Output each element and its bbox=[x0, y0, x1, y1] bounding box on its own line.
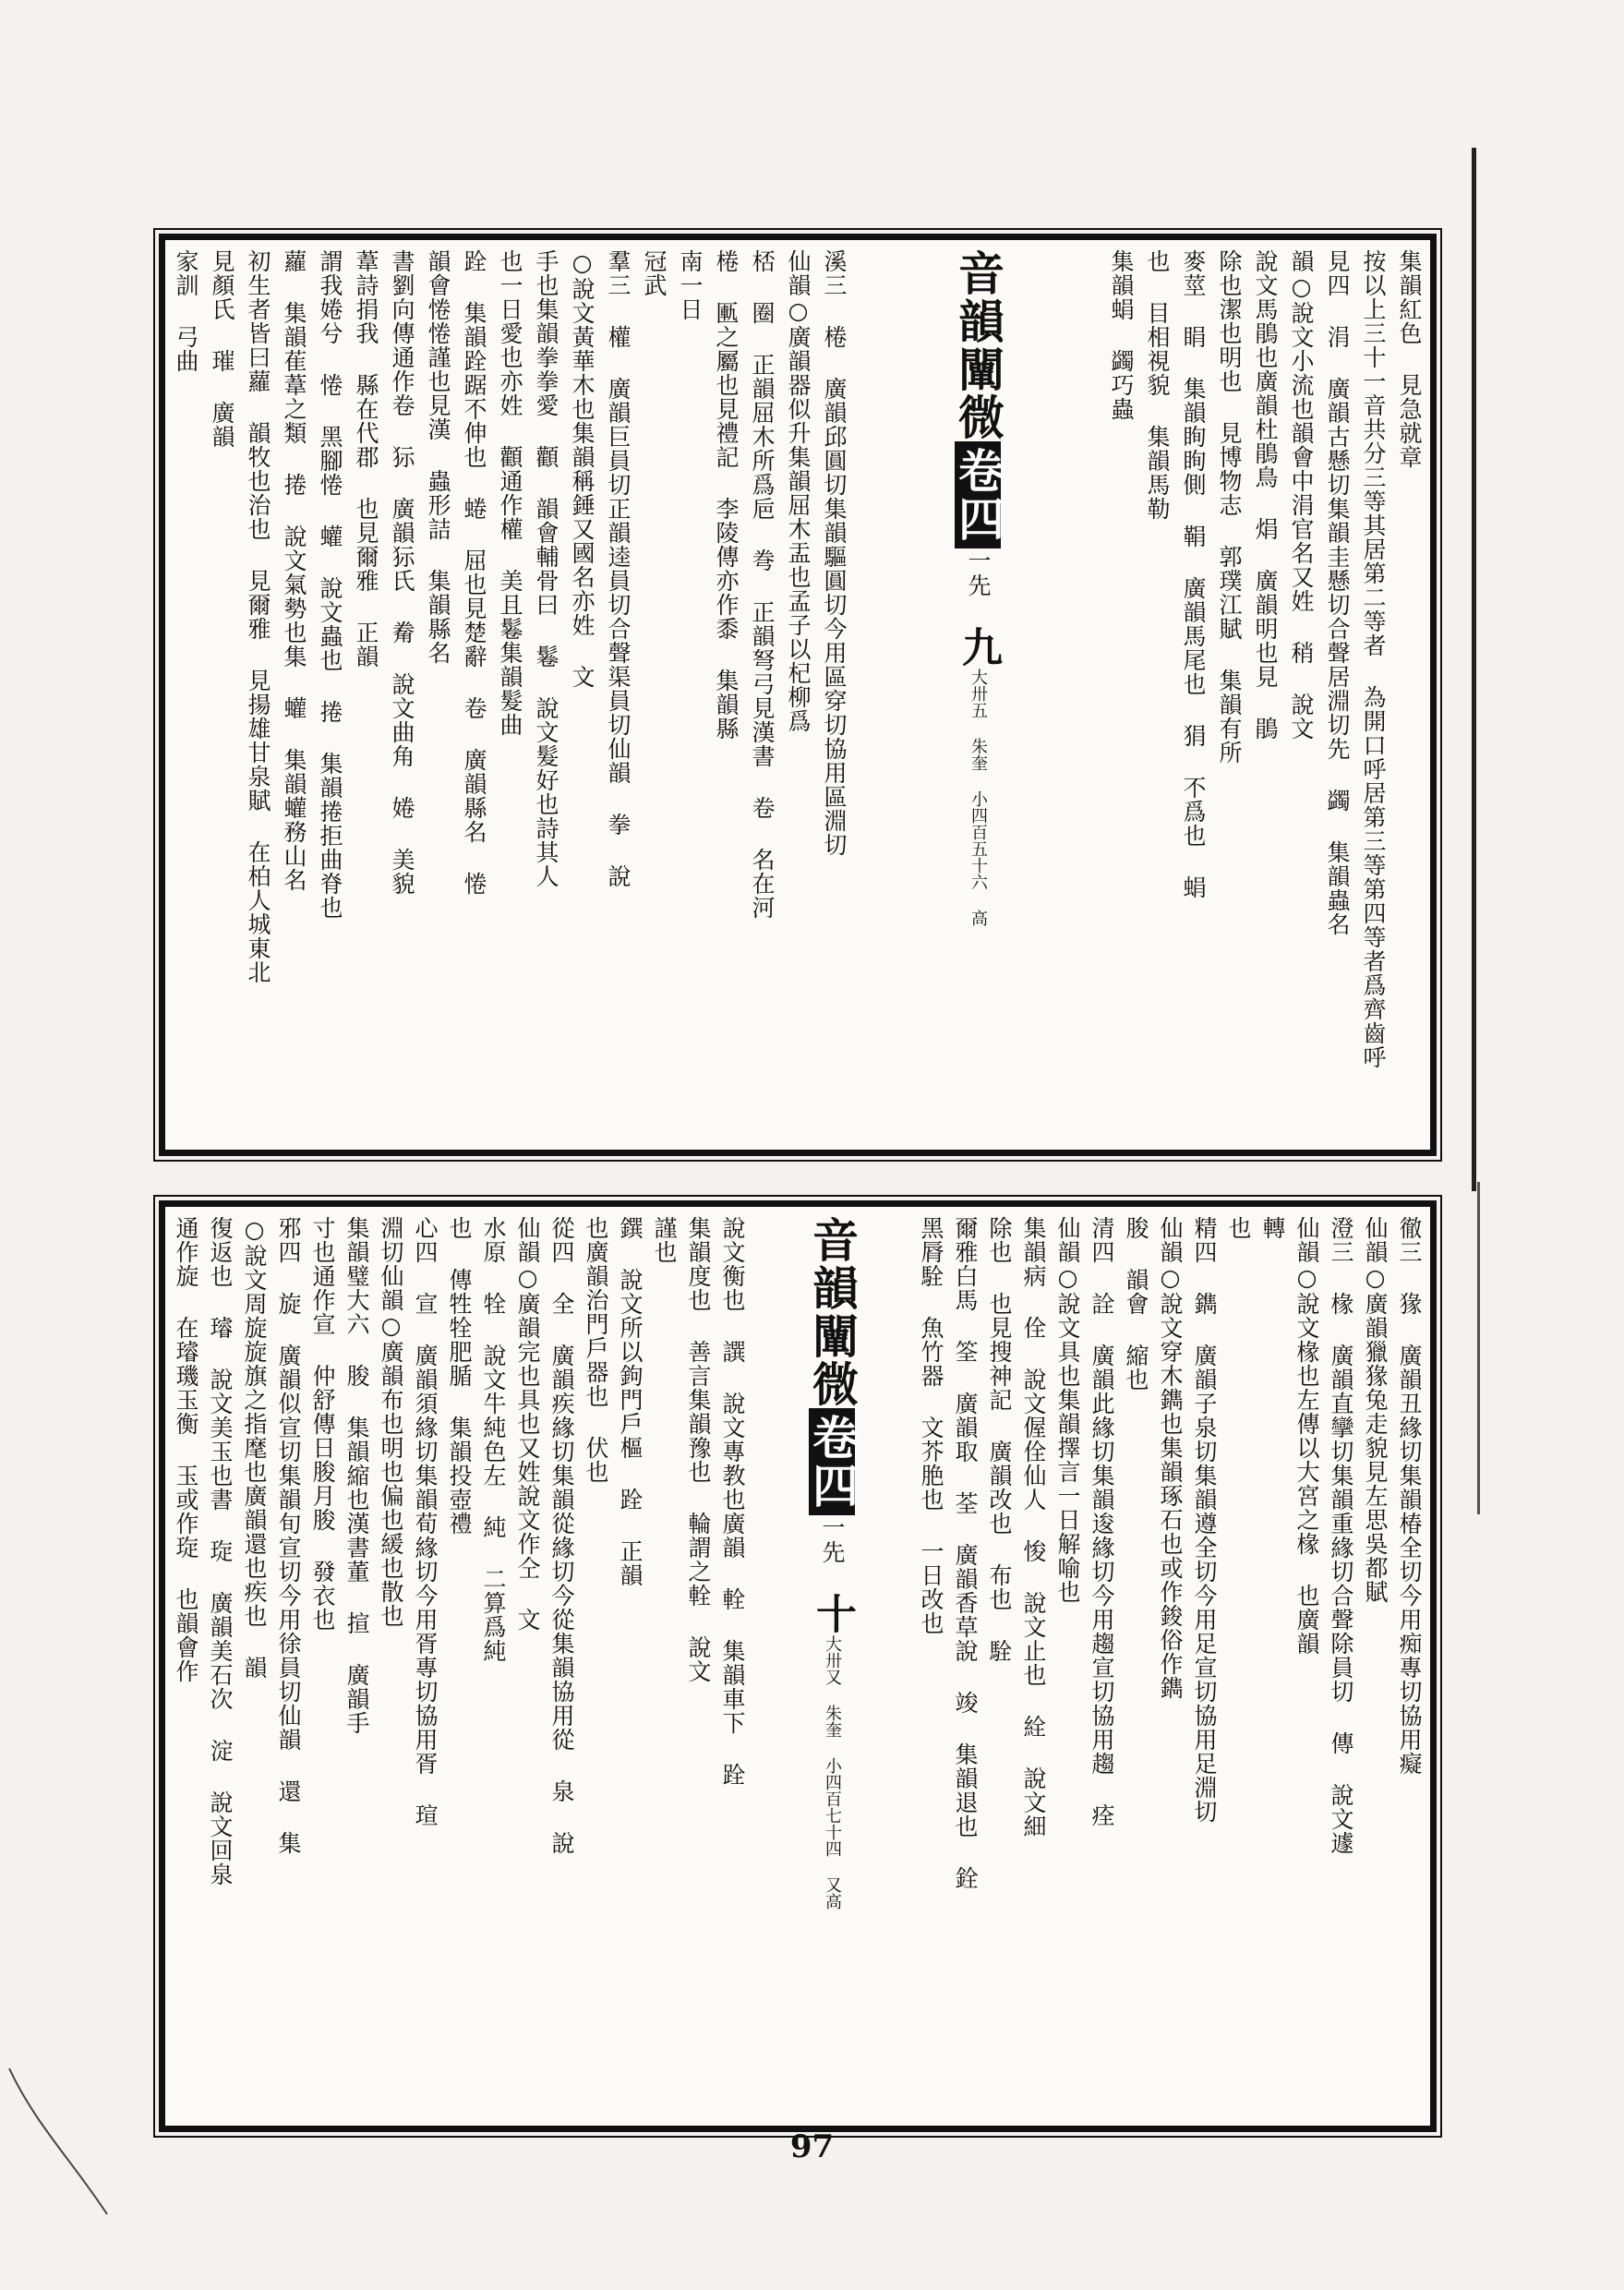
text-column: 除也 也見搜神記 廣韻改也 布也 駩 bbox=[986, 1216, 1013, 1663]
leaf-number: 十 bbox=[809, 1593, 856, 1635]
text-column: 蘿 集韻萑葦之類 捲 說文氣勢也集 蠸 集韻蠸務山名 bbox=[281, 249, 307, 892]
top-left-column-group bbox=[174, 249, 846, 1140]
text-column: 爾雅白馬 筌 廣韻取 荃 廣韻香草說 竣 集韻退也 銓 bbox=[952, 1216, 979, 1890]
text-column: 桮 圈 正韻屈木所爲巵 弮 正韻弩弓見漢書 卷 名在河 bbox=[749, 249, 776, 920]
text-column: 仙韻○廣韻完也具也又姓說文作仝 文 bbox=[514, 1216, 541, 1632]
bottom-text-panel bbox=[159, 1200, 1437, 2132]
text-column: 集韻度也 善言集韻豫也 輪謂之輇 說文 bbox=[685, 1216, 712, 1683]
text-column: 棬 匭之屬也見禮記 李陵傳亦作黍 集韻縣 bbox=[713, 249, 740, 741]
text-column: 謂我婘兮 惓 黑腳惓 蠸 說文蟲也 捲 集韻捲拒曲脊也 bbox=[317, 249, 343, 920]
text-column: 書劉向傳通作卷 狋 廣韻狋氏 觠 說文曲角 婘 美貌 bbox=[389, 249, 415, 896]
text-column: 仙韻○說文椽也左傳以大宮之椽 也廣韻 bbox=[1293, 1216, 1320, 1656]
text-column: 黑脣駩 魚竹器 文芥脃也 一日改也 bbox=[918, 1216, 944, 1635]
text-column: 初生者皆曰蘿 韻牧也治也 見爾雅 見揚雄甘泉賦 在柏人城東北 bbox=[245, 249, 271, 984]
text-column: 仙韻○廣韻器似升集韻屈木盂也孟子以杞柳爲 bbox=[785, 249, 812, 733]
text-column: 集韻蜎 蠲巧蟲 bbox=[1108, 249, 1135, 421]
text-column: 見顏氏 璀 廣韻 bbox=[209, 249, 235, 449]
text-column: 南一日 bbox=[677, 249, 704, 321]
text-column: 集韻紅色 見急就章 bbox=[1396, 249, 1423, 469]
text-column: 溪三 棬 廣韻邱圓切集韻驅圓切今用區穿切協用區淵切 bbox=[821, 249, 848, 857]
leaf-meta: 大卅五 朱奎 小四百五十六 高 bbox=[968, 669, 988, 926]
text-column: 仙韻○廣韻獵猭兔走貌見左思吳都賦 bbox=[1362, 1216, 1389, 1604]
text-column: 手也集韻拳拳愛 顴 韻會輔骨曰 鬈 說文髮好也詩其人 bbox=[533, 249, 559, 888]
text-column: 心四 宣 廣韻須緣切集韻荀緣切今用胥專切協用胥 瑄 bbox=[412, 1216, 439, 1827]
text-column: 仙韻○說文具也集韻擇言一日解喻也 bbox=[1054, 1216, 1081, 1604]
text-column: 冠武 bbox=[641, 249, 668, 297]
text-column: 羣三 權 廣韻巨員切正韻逵員切合聲渠員切仙韻 拳 說 bbox=[605, 249, 632, 888]
text-column: 仙韻○說文穿木鐫也集韻琢石也或作鋑俗作鐫 bbox=[1157, 1216, 1184, 1700]
top-text-panel bbox=[159, 234, 1437, 1156]
text-column: 澄三 椽 廣韻直攣切集韻重緣切合聲除員切 傳 說文遽 bbox=[1328, 1216, 1354, 1855]
text-column: 精四 鐫 廣韻子泉切集韻遵全切今用足宣切協用足淵切 bbox=[1191, 1216, 1218, 1824]
text-column: 朘 韻會 縮也 bbox=[1123, 1216, 1149, 1392]
text-column: 復返也 璿 說文美玉也書 琁 廣韻美石次 淀 說文回泉 bbox=[207, 1216, 234, 1886]
top-right-column-group bbox=[1110, 249, 1421, 1140]
volume-label: 卷四 bbox=[955, 441, 1001, 548]
top-center-spine bbox=[949, 249, 1006, 1140]
text-column: 按以上三十一音共分三等其居第二等者 為開口呼居第三等第四等者爲齊齒呼 bbox=[1360, 249, 1387, 1069]
text-column: ○說文黃華木也集韻稱錘又國名亦姓 文 bbox=[569, 249, 595, 689]
book-title: 音韻闡微 bbox=[951, 249, 1005, 441]
leaf-number: 九 bbox=[955, 626, 1002, 669]
scan-corner-mark bbox=[7, 2068, 109, 2216]
bottom-right-column-group bbox=[920, 1216, 1421, 2116]
text-column: 說文馬鵑也廣韻杜鵑鳥 焆 廣韻明也見 鵑 bbox=[1252, 249, 1279, 741]
text-column: 也 bbox=[1225, 1216, 1252, 1240]
page-number: 97 bbox=[789, 2128, 835, 2165]
bottom-left-column-group bbox=[174, 1216, 744, 2116]
text-column: 徹三 猭 廣韻丑緣切集韻椿全切今用痴專切協用癡 bbox=[1396, 1216, 1423, 1776]
text-column: 葦詩捐我 縣在代郡 也見爾雅 正韻 bbox=[353, 249, 379, 669]
text-column: 從四 全 廣韻疾緣切集韻從緣切今從集韻協用從 泉 說 bbox=[548, 1216, 575, 1855]
text-column: 通作旋 在璿璣玉衡 玉或作琁 也韻會作 bbox=[173, 1216, 199, 1683]
text-column: 也一日愛也亦姓 顴通作權 美且鬈集韻髮曲 bbox=[497, 249, 523, 737]
text-column: 寸也通作宣 仲舒傳日朘月朘 發衣也 bbox=[309, 1216, 336, 1632]
text-column: 除也潔也明也 見博物志 郭璞江賦 集韻有所 bbox=[1216, 249, 1243, 765]
text-column: 水原 牷 說文牛純色左 純 二算爲純 bbox=[480, 1216, 507, 1663]
text-column: 集韻璧大六 朘 集韻縮也漢書董 揎 廣韻手 bbox=[343, 1216, 370, 1735]
text-column: 也 傳牲牷肥腯 集韻投壺禮 bbox=[446, 1216, 473, 1536]
text-column: 也廣韻治門戶器也 伏也 bbox=[583, 1216, 609, 1484]
text-column: 謹也 bbox=[651, 1216, 678, 1264]
binding-edge-line-lower bbox=[1477, 1182, 1480, 1514]
section-label: 一先 bbox=[965, 548, 992, 598]
text-column: 淵切仙韻○廣韻布也明也偏也緩也散也 bbox=[378, 1216, 404, 1628]
text-column: 邪四 旋 廣韻似宣切集韻旬宣切今用徐員切仙韻 還 集 bbox=[275, 1216, 302, 1855]
text-column: 韻○說文小流也韻會中涓官名又姓 稍 說文 bbox=[1288, 249, 1315, 741]
leaf-meta: 大卅又 朱奎 小四百七十四 又高 bbox=[823, 1635, 842, 1910]
section-label: 一先 bbox=[819, 1515, 846, 1565]
text-column: 韻會惓惓謹也見漢 蟲形詰 集韻縣名 bbox=[425, 249, 451, 665]
text-column: 鐉 說文所以鉤門戶樞 跧 正韻 bbox=[617, 1216, 644, 1587]
volume-label: 卷四 bbox=[809, 1408, 855, 1515]
text-column: 轉 bbox=[1259, 1216, 1286, 1240]
text-column: 說文衡也 譔 說文專教也廣韻 輇 集韻車下 跧 bbox=[719, 1216, 746, 1787]
text-column: 麥莖 睊 集韻眴眴側 鞙 廣韻馬尾也 狷 不爲也 蜎 bbox=[1180, 249, 1207, 899]
text-column: ○說文周旋旋旗之指麾也廣韻還也疾也 韻 bbox=[241, 1216, 268, 1680]
bottom-center-spine bbox=[803, 1216, 860, 2116]
text-column: 家訓 弓曲 bbox=[173, 249, 199, 373]
text-column: 見四 涓 廣韻古懸切集韻圭懸切合聲居淵切先 蠲 集韻蟲名 bbox=[1324, 249, 1351, 936]
book-title: 音韻闡微 bbox=[805, 1216, 860, 1408]
text-column: 跧 集韻跧踞不伸也 蜷 屈也見楚辭 卷 廣韻縣名 惓 bbox=[461, 249, 487, 896]
text-column: 清四 詮 廣韻此緣切集韻逡緣切今用趨宣切協用趨 痊 bbox=[1089, 1216, 1115, 1827]
binding-edge-line bbox=[1472, 148, 1476, 1191]
text-column: 也 目相視貌 集韻馬勒 bbox=[1144, 249, 1171, 521]
text-column: 集韻病 佺 說文偓佺仙人 悛 說文止也 絟 說文細 bbox=[1020, 1216, 1047, 1838]
